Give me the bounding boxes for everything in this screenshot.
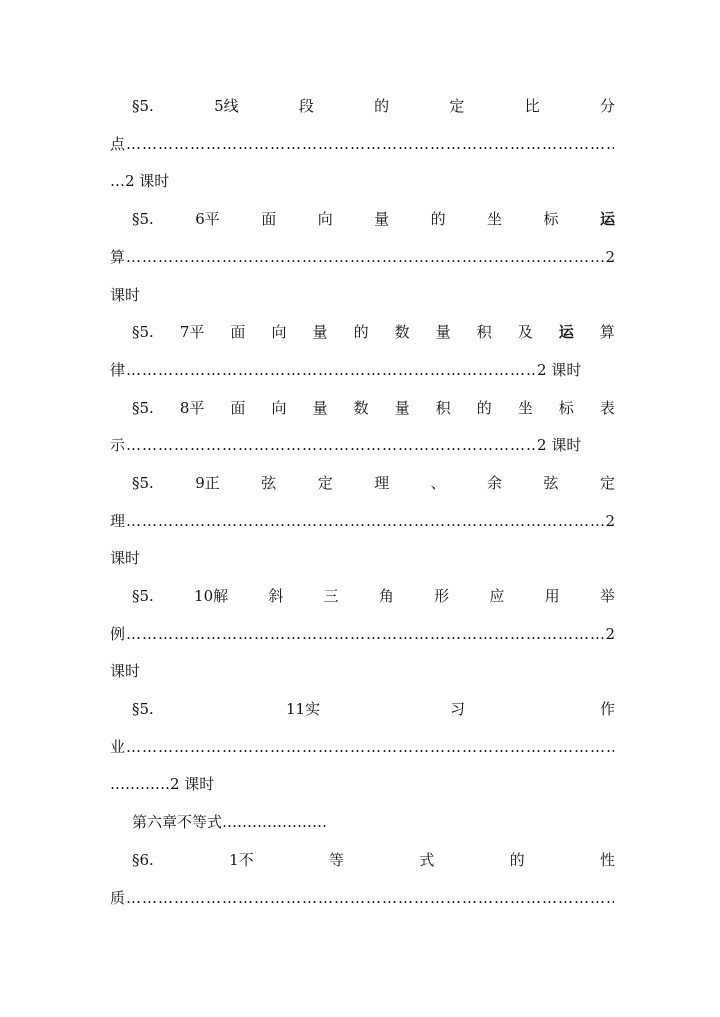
dot-leader xyxy=(126,622,604,646)
toc-entry-5-5-page: …2 课时 xyxy=(110,172,170,190)
toc-entry-5-6-leader: 算 …………………………………………………………………………………………………………………………………………………… 2 xyxy=(110,245,615,269)
dot-leader xyxy=(126,433,536,457)
toc-entry-5-10-title: §5. 10解 斜 三 角 形 应 用 举 xyxy=(132,587,615,605)
toc-entry-5-7-title: §5. 7平 面 向 量 的 数 量 积 及 运 算 xyxy=(132,323,615,341)
toc-entry-5-5-leader: 点 …………………………………………………………………………………………………………………………………………………… xyxy=(110,132,615,156)
toc-entry-6-1-leader: 质 …………………………………………………………………………………………………………………………………………………… xyxy=(110,886,615,910)
dot-leader xyxy=(126,886,614,910)
toc-entry-5-11-page: …………2 课时 xyxy=(110,775,215,793)
chapter-6-heading: 第六章不等式………………… xyxy=(132,813,328,831)
toc-entry-5-10-page: 课时 xyxy=(110,662,141,680)
dot-leader xyxy=(126,735,614,759)
dot-leader xyxy=(126,245,604,269)
toc-entry-5-8-leader: 示 …………………………………………………………………………………………………………………………………………………… 2 课时 xyxy=(110,433,615,457)
toc-entry-6-1-title: §6. 1不 等 式 的 性 xyxy=(132,851,615,869)
toc-entry-5-5-title: §5. 5线 段 的 定 比 分 xyxy=(132,97,615,115)
toc-entry-5-9-leader: 理 …………………………………………………………………………………………………………………………………………………… 2 xyxy=(110,509,615,533)
toc-entry-5-11-title: §5. 11实 习 作 xyxy=(132,700,615,718)
toc-entry-5-6-page: 课时 xyxy=(110,286,141,304)
dot-leader xyxy=(126,509,604,533)
toc-entry-5-7-leader: 律 …………………………………………………………………………………………………………………………………………………… 2 课时 xyxy=(110,358,615,382)
dot-leader xyxy=(126,358,536,382)
dot-leader xyxy=(126,132,614,156)
toc-entry-5-9-page: 课时 xyxy=(110,549,141,567)
toc-entry-5-8-title: §5. 8平 面 向 量 数 量 积 的 坐 标 表 xyxy=(132,399,615,417)
toc-entry-5-10-leader: 例 …………………………………………………………………………………………………………………………………………………… 2 xyxy=(110,622,615,646)
toc-entry-5-6-title: §5. 6平 面 向 量 的 坐 标 运 xyxy=(132,210,615,228)
toc-entry-5-11-leader: 业 …………………………………………………………………………………………………………………………………………………… xyxy=(110,735,615,759)
toc-entry-5-9-title: §5. 9正 弦 定 理 、 余 弦 定 xyxy=(132,474,615,492)
